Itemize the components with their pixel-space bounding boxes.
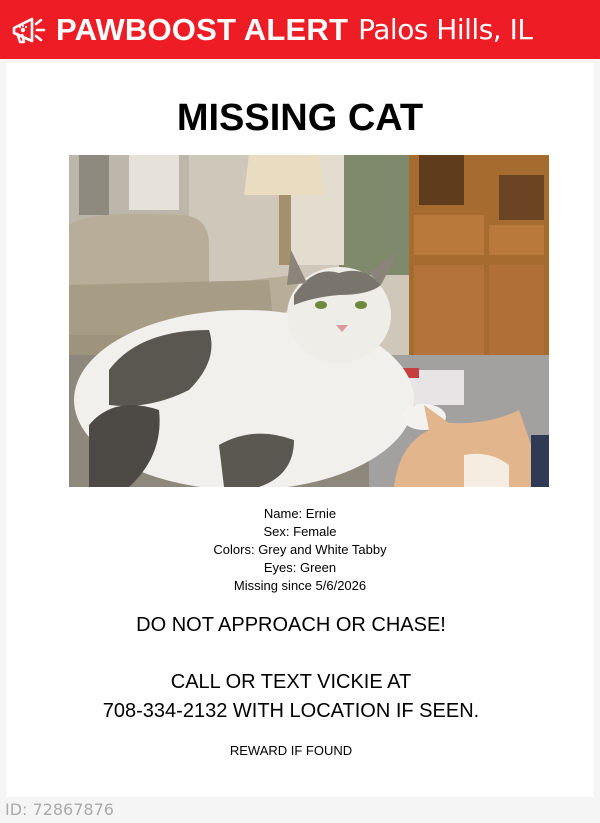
poster-title: MISSING CAT: [176, 97, 424, 139]
contact-instructions: [0, 668, 582, 726]
cat-photo: [69, 155, 549, 487]
alert-location: Palos Hills, IL: [358, 13, 533, 46]
contact-line-1: CALL OR TEXT VICKIE AT: [170, 671, 412, 693]
reward-text: REWARD IF FOUND: [229, 743, 353, 758]
alert-header: [0, 0, 600, 59]
detail-colors: Colors: Grey and White Tabby: [213, 542, 387, 557]
detail-missing-since: Missing since 5/6/2026: [233, 578, 367, 593]
warning-text: DO NOT APPROACH OR CHASE!: [136, 614, 446, 636]
megaphone-paw-icon: [8, 10, 48, 50]
pet-details: [0, 505, 600, 595]
detail-name: Name: Ernie: [263, 506, 337, 521]
detail-eyes: Eyes: Green: [263, 560, 337, 575]
brand-name: PAWBOOST ALERT: [56, 11, 349, 47]
detail-sex: Sex: Female: [263, 524, 337, 539]
contact-line-2: 708-334-2132 WITH LOCATION IF SEEN.: [102, 700, 480, 722]
alert-id: ID: 72867876: [5, 800, 114, 819]
